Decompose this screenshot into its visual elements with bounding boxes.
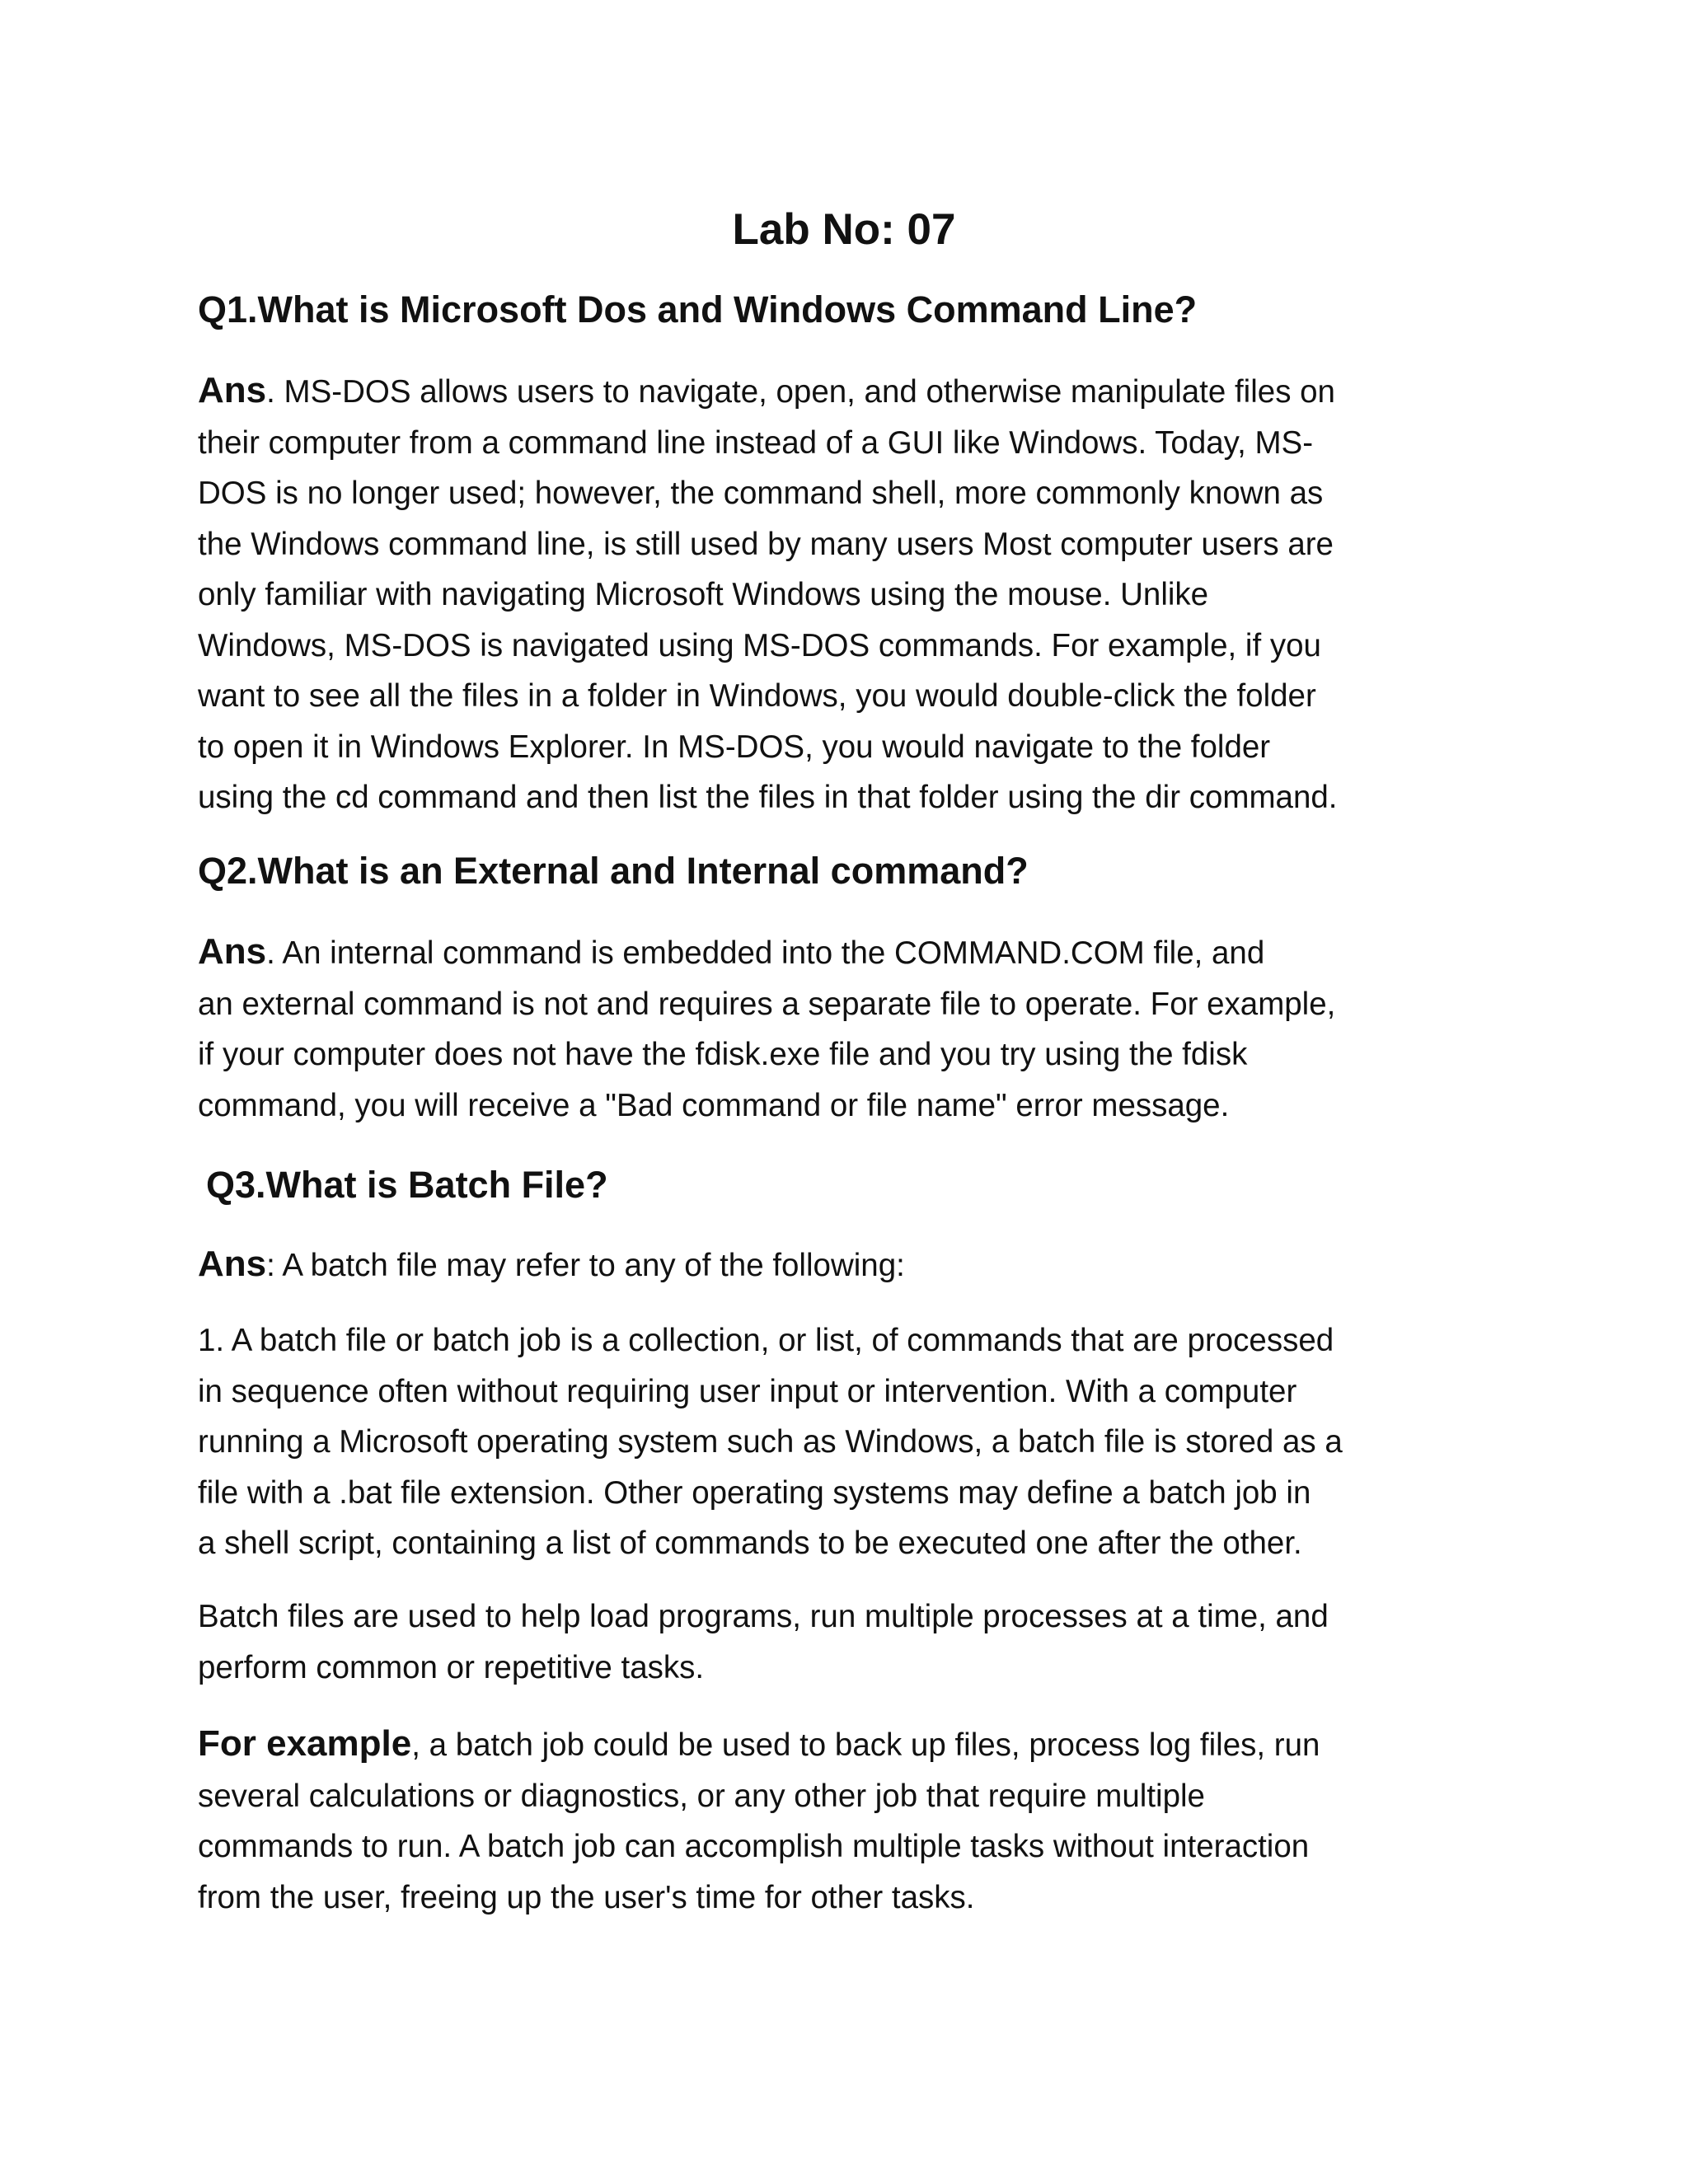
answer-1-line: using the cd command and then list the files in that folder using the dir command. [198, 780, 1338, 815]
answer-1-line: only familiar with navigating Microsoft Windows using the mouse. Unlike [198, 577, 1209, 612]
answer-2-lead: Ans [198, 931, 267, 972]
question-1-heading: Q1.What is Microsoft Dos and Windows Command Line? [198, 288, 1198, 330]
answer-3-line [198, 1239, 1484, 1291]
answer-1-line: Windows, MS-DOS is navigated using MS-DOS commands. For example, if you [198, 627, 1321, 663]
batch-point-1-line: running a Microsoft operating system such as Windows, a batch file is stored as a [198, 1424, 1343, 1460]
answer-1-line: to open it in Windows Explorer. In MS-DOS, you would navigate to the folder [198, 729, 1271, 765]
answer-2-line-text: . An internal command is embedded into the COMMAND.COM file, and [266, 935, 1265, 971]
batch-example-line: several calculations or diagnostics, or any other job that require multiple [198, 1778, 1205, 1814]
answer-1-line: the Windows command line, is still used by many users Most computer users are [198, 526, 1334, 562]
answer-2-line: command, you will receive a "Bad command or file name" error message. [198, 1087, 1230, 1123]
batch-example-line: commands to run. A batch job can accomplish multiple tasks without interaction [198, 1829, 1310, 1864]
answer-1-line-text: . MS-DOS allows users to navigate, open, and otherwise manipulate files on [266, 374, 1335, 410]
question-3-heading: Q3.What is Batch File? [206, 1164, 608, 1206]
answer-3-paragraph [198, 1239, 1484, 1291]
batch-point-1-paragraph [198, 1315, 1484, 1569]
answer-2-line [198, 926, 1484, 979]
batch-point-1-line: file with a .bat file extension. Other operating systems may define a batch job in [198, 1474, 1311, 1511]
batch-usage-paragraph [198, 1591, 1484, 1693]
answer-2-line: an external command is not and requires a separate file to operate. For example, [198, 986, 1336, 1022]
answer-1-line: DOS is no longer used; however, the command shell, more commonly known as [198, 476, 1324, 511]
batch-example-line: from the user, freeing up the user's time for other tasks. [198, 1879, 975, 1915]
answer-1-paragraph [198, 365, 1484, 823]
batch-point-1-line: in sequence often without requiring user input or intervention. With a computer [198, 1373, 1297, 1409]
answer-1-line [198, 365, 1484, 418]
answer-1-line: want to see all the files in a folder in Windows, you would double-click the folder [198, 678, 1316, 714]
batch-usage-line: Batch files are used to help load programs, run multiple processes at a time, and [198, 1599, 1329, 1634]
batch-usage-line: perform common or repetitive tasks. [198, 1649, 705, 1685]
question-2-heading: Q2.What is an External and Internal command? [198, 850, 1029, 892]
batch-point-1-line: a shell script, containing a list of commands to be executed one after the other. [198, 1526, 1302, 1561]
answer-2-paragraph [198, 926, 1484, 1131]
answer-3-lead: Ans [198, 1244, 267, 1284]
batch-example-line-text: , a batch job could be used to back up files, process log files, run [411, 1727, 1320, 1763]
batch-example-line [198, 1718, 1484, 1771]
answer-2-line: if your computer does not have the fdisk.exe file and you try using the fdisk [198, 1037, 1248, 1072]
batch-point-1-line: 1. A batch file or batch job is a collection, or list, of commands that are processed [198, 1323, 1334, 1358]
answer-1-line: their computer from a command line instead of a GUI like Windows. Today, MS- [198, 424, 1314, 461]
answer-1-lead: Ans [198, 370, 267, 410]
page-title: Lab No: 07 [732, 205, 956, 254]
answer-3-line-text: : A batch file may refer to any of the following: [266, 1248, 905, 1283]
example-lead: For example [198, 1723, 412, 1764]
batch-example-paragraph [198, 1718, 1484, 1923]
